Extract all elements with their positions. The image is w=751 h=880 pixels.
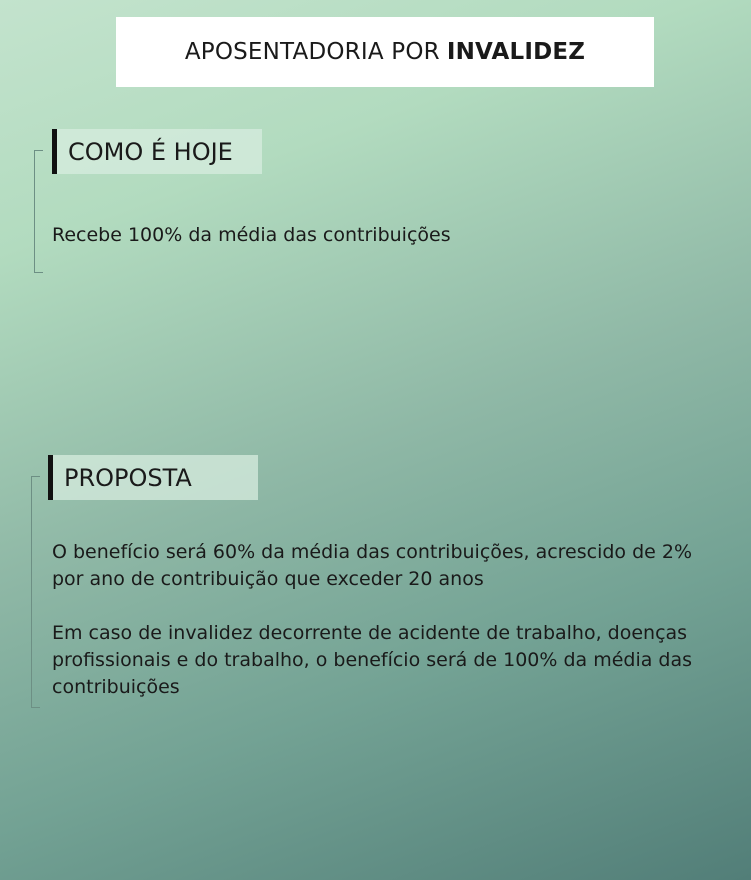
current-heading-label: COMO É HOJE: [68, 137, 233, 166]
proposal-paragraph-1: O benefício será 60% da média das contribuições, acrescido de 2% por ano de contribuição que exceder 20 anos: [52, 541, 693, 590]
proposal-paragraph-2: Em caso de invalidez decorrente de acidente de trabalho, doenças profissionais e do trabalho, o benefício será de 100% da média das contribuições: [52, 622, 693, 698]
current-section-bracket: [34, 150, 43, 273]
proposal-section-bracket: [31, 476, 40, 708]
current-section-text: Recebe 100% da média das contribuições: [52, 224, 451, 246]
proposal-section-heading: [48, 455, 258, 500]
title-emphasis: INVALIDEZ: [446, 39, 586, 65]
proposal-heading-label: PROPOSTA: [64, 463, 192, 492]
title-banner: [116, 17, 654, 87]
title-prefix: APOSENTADORIA POR: [184, 39, 440, 65]
current-section-heading: [52, 129, 262, 174]
